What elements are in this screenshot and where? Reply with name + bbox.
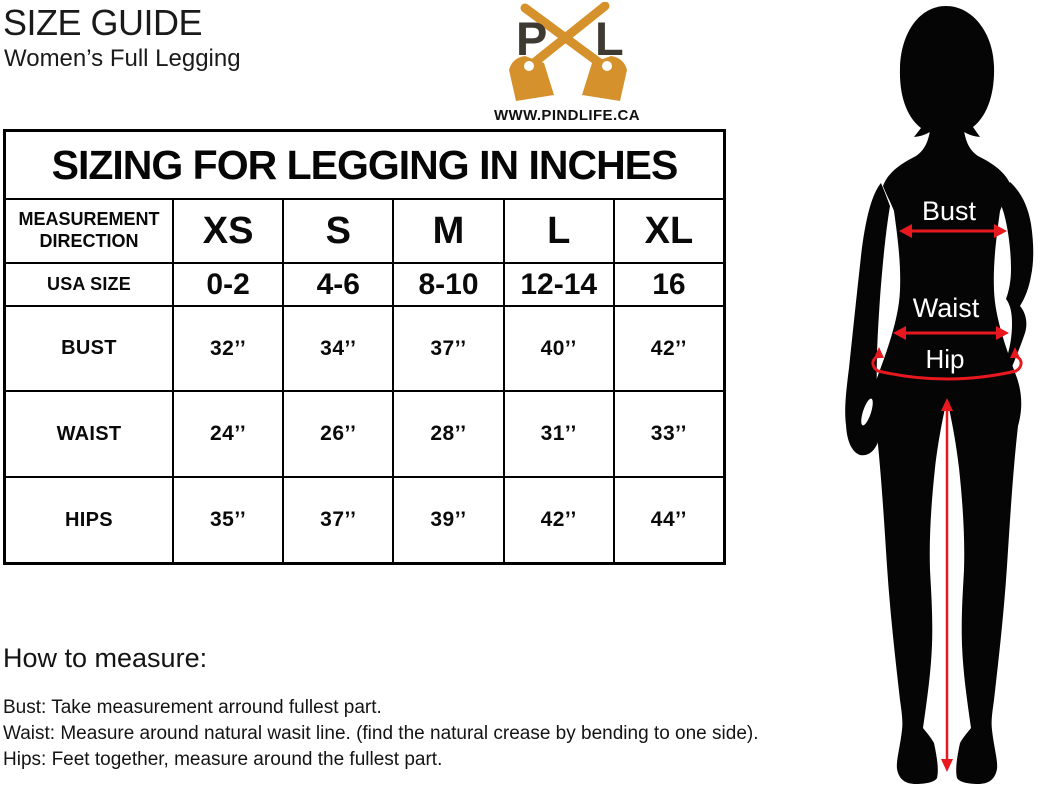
cell-waist-xs: 24’’ — [172, 390, 282, 476]
cell-waist-l: 31’’ — [503, 390, 613, 476]
instruction-waist: Waist: Measure around natural wasit line. (find the natural crease by bending to one side). — [3, 723, 759, 744]
cell-bust-xl: 42’’ — [613, 305, 723, 390]
column-header-m: M — [392, 200, 502, 262]
hip-label: Hip — [925, 344, 965, 374]
table-title: SIZING FOR LEGGING IN INCHES — [6, 132, 723, 200]
column-header-xl: XL — [613, 200, 723, 262]
female-silhouette-figure — [820, 0, 1050, 790]
logo-letter-p: P — [516, 12, 548, 65]
row-label-bust: BUST — [6, 305, 172, 390]
column-header-measurement-direction: MEASUREMENT DIRECTION — [18, 209, 160, 251]
column-header-xs: XS — [172, 200, 282, 262]
cell-hips-l: 42’’ — [503, 476, 613, 562]
row-label-hips: HIPS — [6, 476, 172, 562]
page-title: SIZE GUIDE — [3, 2, 203, 43]
cell-waist-m: 28’’ — [392, 390, 502, 476]
cell-usa-m: 8-10 — [392, 262, 502, 305]
cell-bust-m: 37’’ — [392, 305, 502, 390]
pindlife-logo-icon — [497, 2, 639, 104]
inseam-arrowhead-bottom — [941, 759, 953, 772]
table-grid — [6, 200, 723, 562]
cell-bust-s: 34’’ — [282, 305, 392, 390]
cell-usa-s: 4-6 — [282, 262, 392, 305]
silhouette-shapes — [845, 6, 1033, 784]
instruction-hips: Hips: Feet together, measure around the fullest part. — [3, 749, 443, 770]
instruction-bust: Bust: Take measurement arround fullest part. — [3, 697, 382, 718]
cell-usa-xs: 0-2 — [172, 262, 282, 305]
cell-usa-xl: 16 — [613, 262, 723, 305]
row-label-usa-size: USA SIZE — [6, 262, 172, 305]
bust-label: Bust — [921, 196, 977, 226]
cell-hips-xl: 44’’ — [613, 476, 723, 562]
cell-bust-l: 40’’ — [503, 305, 613, 390]
how-to-measure-heading: How to measure: — [3, 643, 208, 673]
column-header-l: L — [503, 200, 613, 262]
sizing-table — [3, 129, 726, 565]
cell-usa-l: 12-14 — [503, 262, 613, 305]
how-to-measure-instructions — [3, 695, 759, 773]
bust-arrowhead-right — [994, 224, 1007, 238]
logo-letter-l: L — [595, 12, 624, 65]
cell-waist-s: 26’’ — [282, 390, 392, 476]
cell-waist-xl: 33’’ — [613, 390, 723, 476]
page-subtitle: Women’s Full Legging — [4, 45, 241, 72]
cell-hips-xs: 35’’ — [172, 476, 282, 562]
cell-hips-s: 37’’ — [282, 476, 392, 562]
row-label-waist: WAIST — [6, 390, 172, 476]
column-header-s: S — [282, 200, 392, 262]
cell-hips-m: 39’’ — [392, 476, 502, 562]
cell-bust-xs: 32’’ — [172, 305, 282, 390]
waist-label: Waist — [912, 293, 980, 323]
website-url: WWW.PINDLIFE.CA — [494, 107, 640, 124]
